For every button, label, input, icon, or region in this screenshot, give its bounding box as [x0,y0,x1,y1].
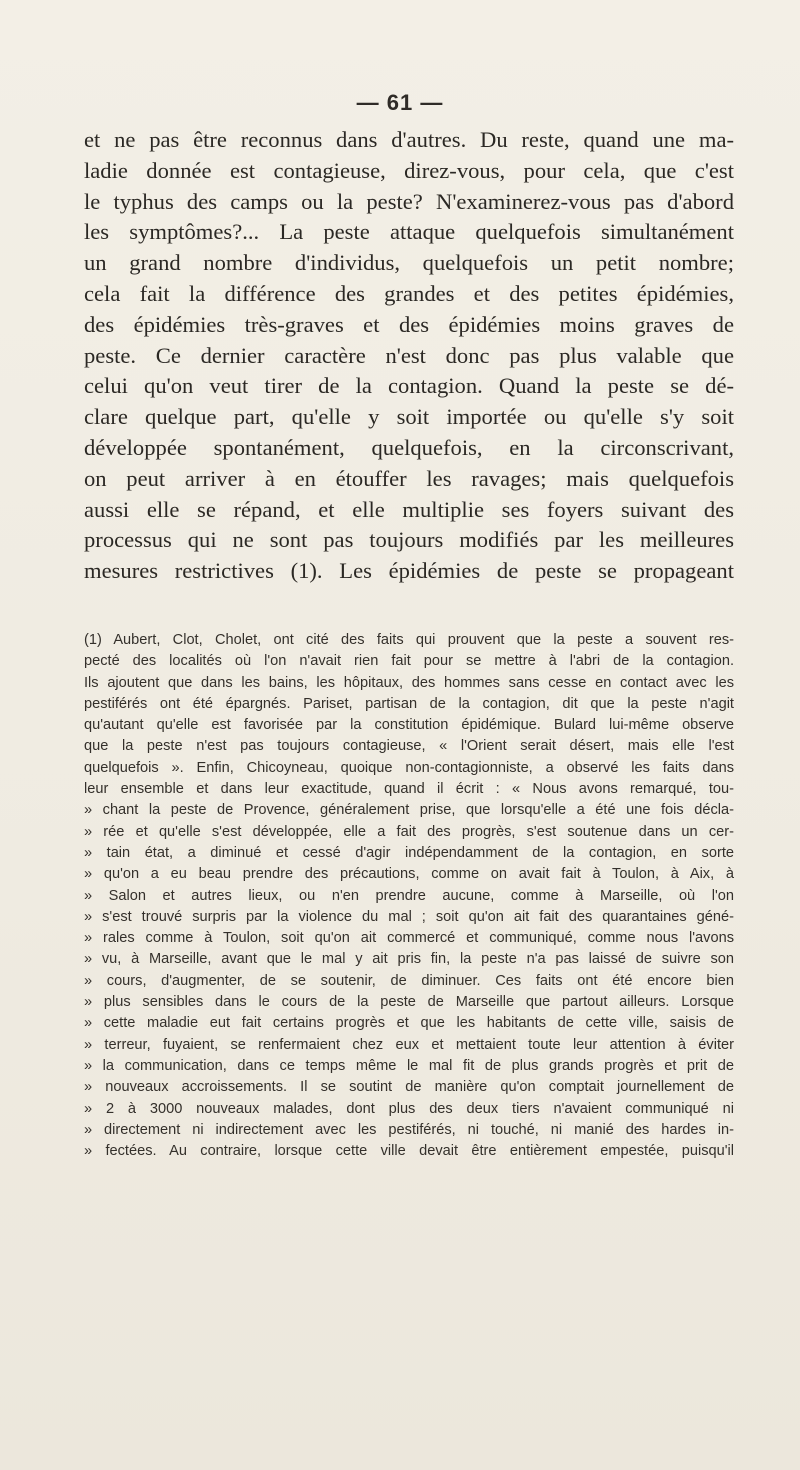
body-line: peste. Ce dernier caractère n'est donc pas plus valable que [84,342,734,368]
footnote-line: » cours, d'augmenter, de se soutenir, de diminuer. Ces faits ont été encore bien [84,972,734,989]
body-line: un grand nombre d'individus, quelquefois un petit nombre; [84,250,734,276]
footnote-line: » chant la peste de Provence, généralement prise, que lorsqu'elle a été une fois décla- [84,802,734,819]
footnote-block [84,630,734,1162]
footnote-line: que la peste n'est pas toujours contagieuse, « l'Orient serait désert, mais elle l'est [84,738,734,755]
body-line: développée spontanément, quelquefois, en la circonscrivant, [84,434,734,460]
footnote-line: qu'autant qu'elle est favorisée par la constitution épidémique. Bulard lui-même observe [84,717,734,734]
footnote-line: » Salon et autres lieux, ou n'en prendre aucune, comme à Marseille, où l'on [84,887,734,904]
main-text-block [84,125,734,587]
footnote-line: » s'est trouvé surpris par la violence du mal ; soit qu'on ait fait des quarantaines géné- [84,908,734,925]
footnote-line: » vu, à Marseille, avant que le mal y ait pris fin, la peste n'a pas laissé de suivre son [84,951,734,968]
footnote-line: pestiférés ont été épargnés. Pariset, partisan de la contagion, dit que la peste n'agit [84,695,734,712]
body-line: les symptômes?... La peste attaque quelquefois simultanément [84,219,734,245]
body-line: celui qu'on veut tirer de la contagion. Quand la peste se dé- [84,373,734,399]
body-line: aussi elle se répand, et elle multiplie ses foyers suivant des [84,496,734,522]
page-number: — 61 — [356,90,444,115]
body-line: processus qui ne sont pas toujours modifiés par les meilleures [84,527,734,553]
body-line: clare quelque part, qu'elle y soit importée ou qu'elle s'y soit [84,404,734,430]
footnote-line: quelquefois ». Enfin, Chicoyneau, quoique non-contagionniste, a observé les faits dans [84,759,734,776]
body-line: cela fait la différence des grandes et des petites épidémies, [84,280,734,306]
footnote-line: » rée et qu'elle s'est développée, elle a fait des progrès, s'est soutenue dans un cer- [84,823,734,840]
body-line: on peut arriver à en étouffer les ravages; mais quelquefois [84,465,734,491]
body-line: des épidémies très-graves et des épidémies moins graves de [84,311,734,337]
footnote-line: » nouveaux accroissements. Il se soutint de manière qu'on comptait journellement de [84,1079,734,1096]
footnote-line: » qu'on a eu beau prendre des précautions, comme on avait fait à Toulon, à Aix, à [84,866,734,883]
body-line: ladie donnée est contagieuse, direz-vous, pour cela, que c'est [84,157,734,183]
body-line: et ne pas être reconnus dans d'autres. Du reste, quand une ma- [84,127,734,152]
footnote-line: » cette maladie eut fait certains progrès et que les habitants de cette ville, saisis de [84,1015,734,1032]
body-line: le typhus des camps ou la peste? N'examinerez-vous pas d'abord [84,188,734,214]
footnote-line: » terreur, fuyaient, se renfermaient chez eux et mettaient toute leur attention à éviter [84,1036,734,1053]
footnote-line: » directement ni indirectement avec les pestiférés, ni touché, ni manié des hardes in- [84,1121,734,1138]
footnote-line: » tain état, a diminué et cessé d'agir indépendamment de la contagion, en sorte [84,844,734,861]
footnote-line: » rales comme à Toulon, soit qu'on ait commercé et communiqué, comme nous l'avons [84,930,734,947]
footnote-line: » la communication, dans ce temps même le mal fit de plus grands progrès et prit de [84,1057,734,1074]
footnote-line: (1) Aubert, Clot, Cholet, ont cité des faits qui prouvent que la peste a souvent res- [84,632,734,648]
footnote-line: leur ensemble et dans leur exactitude, quand il écrit : « Nous avons remarqué, tou- [84,781,734,798]
footnote-line: Ils ajoutent que dans les bains, les hôpitaux, des hommes sans cesse en contact avec les [84,674,734,691]
footnote-line: » 2 à 3000 nouveaux malades, dont plus des deux tiers n'avaient communiqué ni [84,1100,734,1117]
footnote-line: » fectées. Au contraire, lorsque cette ville devait être entièrement empestée, puisqu'il [84,1143,734,1160]
footnote-line: pecté des localités où l'on n'avait rien fait pour se mettre à l'abri de la contagion. [84,653,734,670]
body-line: mesures restrictives (1). Les épidémies de peste se propageant [84,558,734,584]
footnote-line: » plus sensibles dans le cours de la peste de Marseille que partout ailleurs. Lorsque [84,994,734,1011]
